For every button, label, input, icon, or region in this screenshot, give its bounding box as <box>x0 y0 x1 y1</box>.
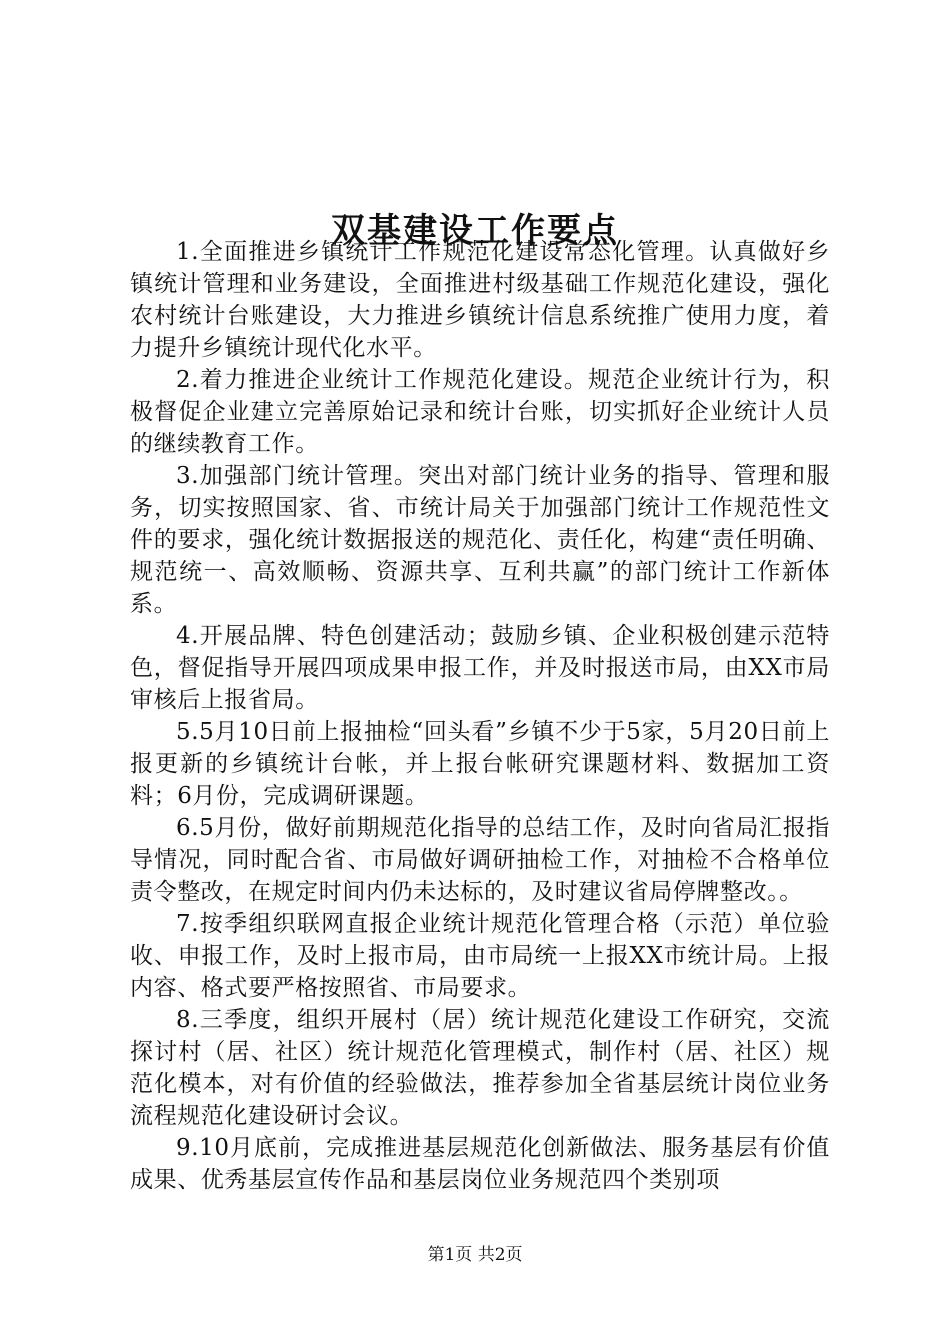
paragraph-5: 5.5月10日前上报抽检“回头看”乡镇不少于5家，5月20日前上报更新的乡镇统计台帐，并上报台帐研究课题材料、数据加工资料；6月份，完成调研课题。 <box>130 719 830 809</box>
paragraph-8: 8.三季度，组织开展村（居）统计规范化建设工作研究，交流探讨村（居、社区）统计规范化管理模式，制作村（居、社区）规范化模本，对有价值的经验做法，推荐参加全省基层统计岗位业务流程规范化建设研讨会议。 <box>130 1007 830 1129</box>
paragraph-3: 3.加强部门统计管理。突出对部门统计业务的指导、管理和服务，切实按照国家、省、市统计局关于加强部门统计工作规范性文件的要求，强化统计数据报送的规范化、责任化，构建“责任明确、规范统一、高效顺畅、资源共享、互利共赢”的部门统计工作新体系。 <box>130 463 830 617</box>
document-title: 双基建设工作要点 <box>331 210 619 251</box>
paragraph-7: 7.按季组织联网直报企业统计规范化管理合格（示范）单位验收、申报工作，及时上报市局，由市局统一上报XX市统计局。上报内容、格式要严格按照省、市局要求。 <box>130 911 830 1001</box>
page-footer: 第1页 共2页 <box>427 1245 523 1265</box>
paragraph-6: 6.5月份，做好前期规范化指导的总结工作，及时向省局汇报指导情况，同时配合省、市局做好调研抽检工作，对抽检不合格单位责令整改，在规定时间内仍未达标的，及时建议省局停牌整改。。 <box>130 815 830 905</box>
document-body <box>130 236 830 1196</box>
paragraph-4: 4.开展品牌、特色创建活动；鼓励乡镇、企业积极创建示范特色，督促指导开展四项成果申报工作，并及时报送市局，由XX市局审核后上报省局。 <box>130 623 830 713</box>
paragraph-1: 1.全面推进乡镇统计工作规范化建设常态化管理。认真做好乡镇统计管理和业务建设，全面推进村级基础工作规范化建设，强化农村统计台账建设，大力推进乡镇统计信息系统推广使用力度，着力提升乡镇统计现代化水平。 <box>130 239 830 361</box>
paragraph-9: 9.10月底前，完成推进基层规范化创新做法、服务基层有价值成果、优秀基层宣传作品和基层岗位业务规范四个类别项 <box>130 1135 830 1193</box>
paragraph-2: 2.着力推进企业统计工作规范化建设。规范企业统计行为，积极督促企业建立完善原始记录和统计台账，切实抓好企业统计人员的继续教育工作。 <box>130 367 830 457</box>
